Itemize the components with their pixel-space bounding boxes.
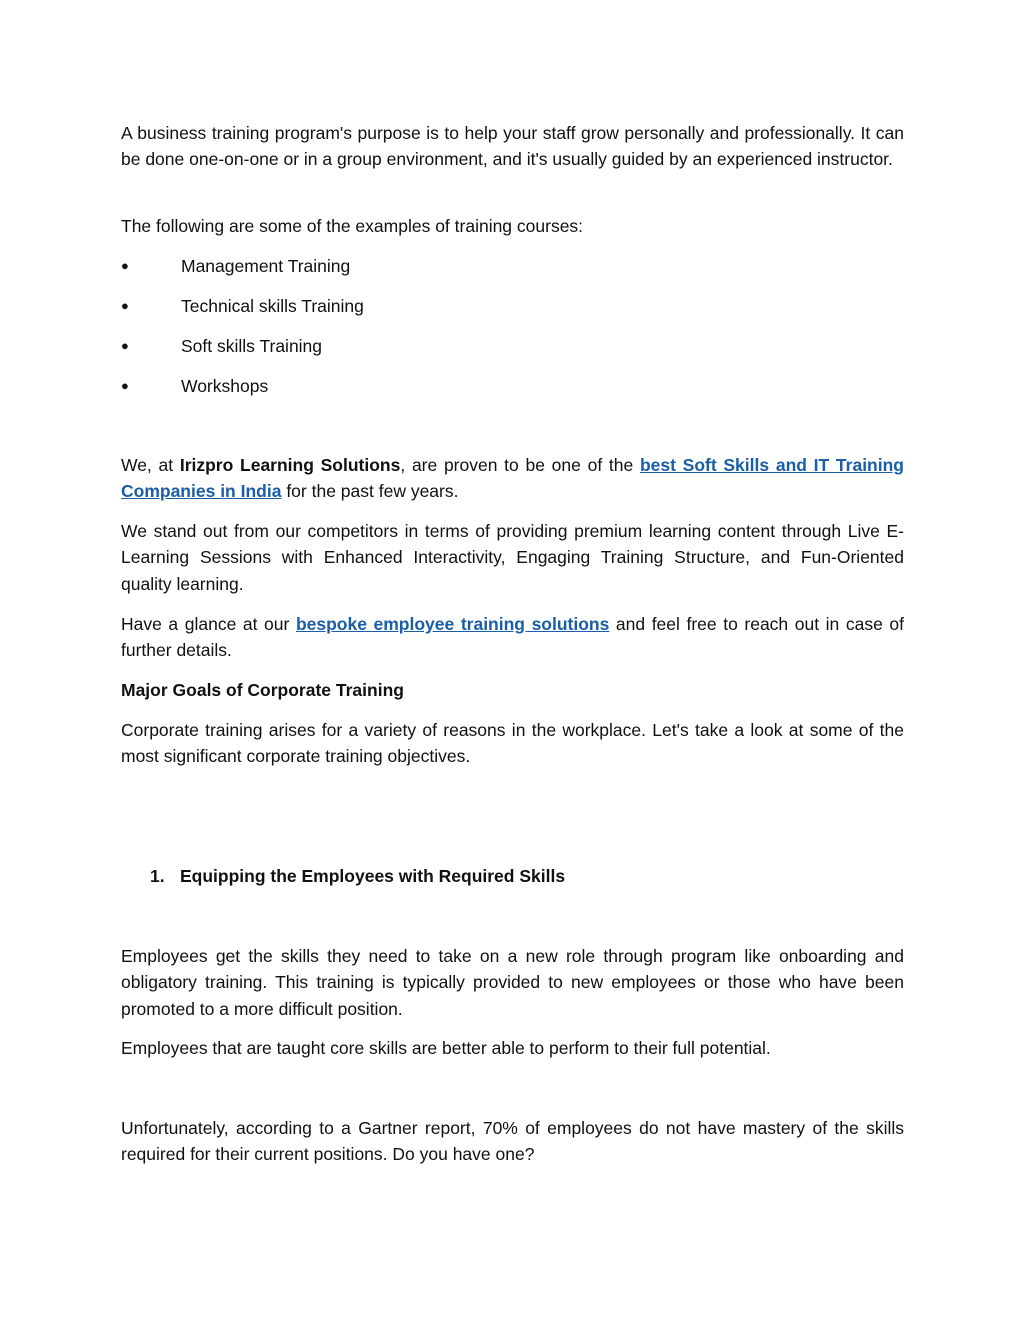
section-paragraph-2: Employees that are taught core skills are better able to perform to their full potential.: [121, 1038, 771, 1058]
glance-paragraph: [121, 611, 904, 664]
irizpro-suffix: for the past few years.: [281, 481, 459, 502]
list-item-label: Management Training: [181, 256, 351, 276]
goals-heading: Major Goals of Corporate Training: [121, 680, 404, 700]
goals-paragraph: Corporate training arises for a variety of reasons in the workplace. Let's take a look at some of the most significant corporate training objectives.: [121, 720, 904, 767]
bullet-icon: ●: [121, 338, 129, 353]
bullet-icon: ●: [121, 258, 129, 273]
bullet-icon: ●: [121, 378, 129, 393]
section-paragraph-3: Unfortunately, according to a Gartner report, 70% of employees do not have mastery of the skills required for their current positions. Do you have one?: [121, 1118, 904, 1165]
glance-suffix: and feel free to reach out in case of further details.: [121, 614, 904, 661]
list-item-label: Workshops: [181, 376, 269, 396]
irizpro-middle: , are proven to be one of the: [400, 455, 640, 475]
intro-paragraph: A business training program's purpose is to help your staff grow personally and professionally. It can be done one-on-one or in a group environment, and it's usually guided by an experienced instructor.: [121, 123, 904, 170]
training-solutions-link[interactable]: bespoke employee training solutions: [295, 614, 610, 634]
bullet-icon: ●: [121, 298, 129, 313]
irizpro-prefix: We, at: [121, 455, 180, 475]
section-paragraph-1: Employees get the skills they need to take on a new role through program like onboarding and obligatory training. This training is typically provided to new employees or those who have been promoted to a more difficult position.: [121, 946, 904, 1019]
company-name: Irizpro Learning Solutions: [179, 455, 401, 475]
training-companies-link[interactable]: best Soft Skills and IT Training Companies in India: [121, 455, 904, 502]
glance-prefix: Have a glance at our: [121, 614, 296, 634]
list-item-label: Soft skills Training: [181, 336, 323, 356]
standout-paragraph: We stand out from our competitors in terms of providing premium learning content through Live E-Learning Sessions with Enhanced Interactivity, Engaging Training Structure, and Fun-Oriented quality learning.: [121, 521, 904, 594]
irizpro-paragraph: [121, 452, 904, 505]
section-title: Equipping the Employees with Required Skills: [180, 866, 566, 886]
examples-lead: The following are some of the examples of training courses:: [121, 216, 584, 236]
section-heading: [150, 863, 850, 889]
section-number: 1.: [150, 866, 165, 886]
list-item-label: Technical skills Training: [181, 296, 364, 316]
